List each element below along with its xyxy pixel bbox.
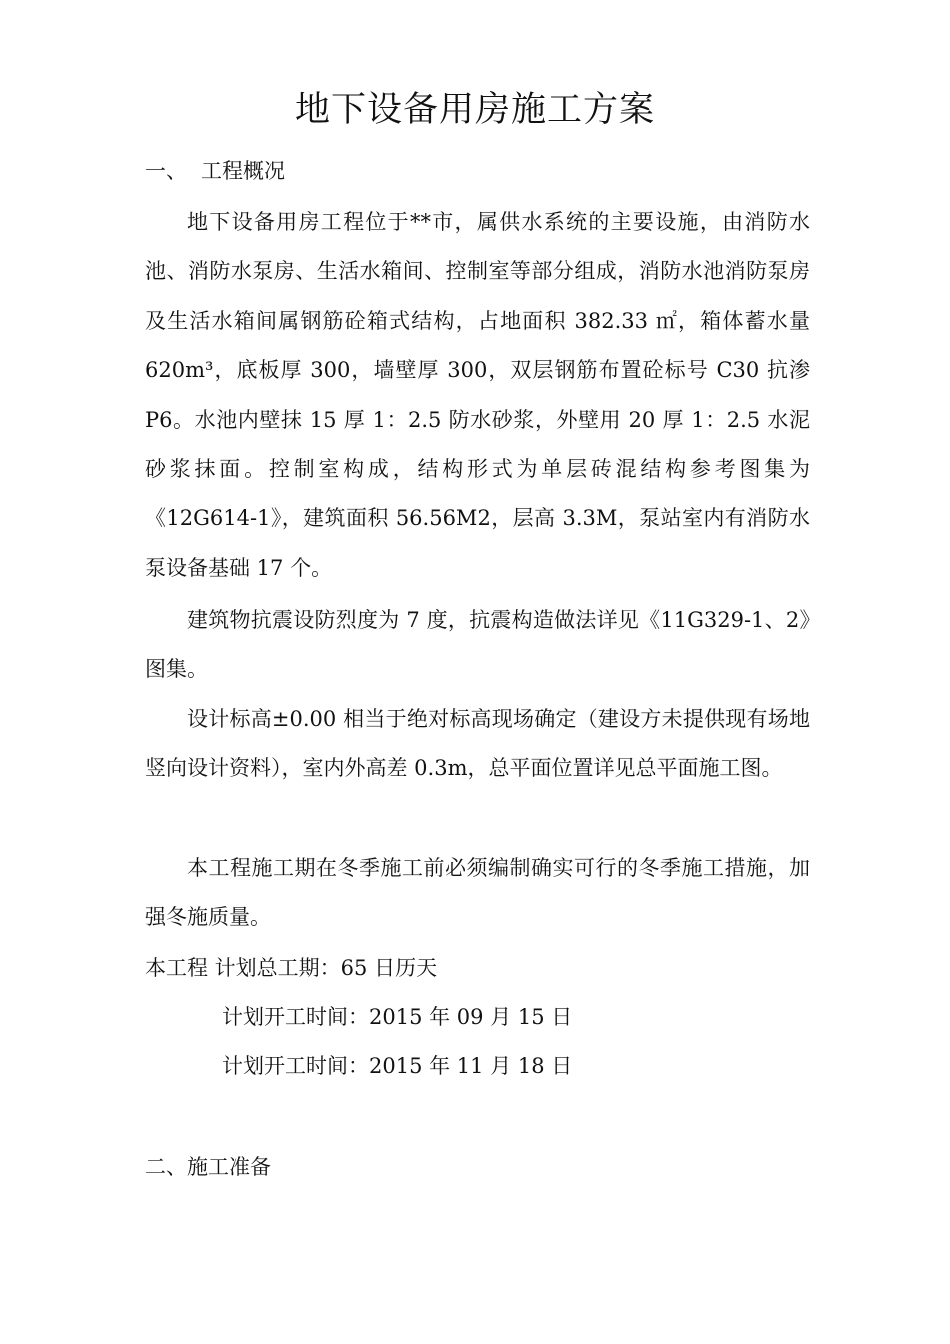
schedule-total-duration: 本工程 计划总工期：65 日历天 xyxy=(145,956,438,980)
section-1-title: 工程概况 xyxy=(201,159,285,183)
section-1-number: 一、 xyxy=(145,159,187,183)
paragraph-winter-construction: 本工程施工期在冬季施工前必须编制确实可行的冬季施工措施，加强冬施质量。 xyxy=(145,856,810,930)
schedule-start-date: 计划开工时间：2015 年 09 月 15 日 xyxy=(222,1005,573,1029)
section-1-heading xyxy=(145,156,285,186)
paragraph-overview: 地下设备用房工程位于**市，属供水系统的主要设施，由消防水池、消防水泵房、生活水箱间、控制室等部分组成，消防水池消防泵房及生活水箱间属钢筋砼箱式结构，占地面积 382.33 ㎡，箱体蓄水量 620m³，底板厚 300，墙壁厚 300，双层钢筋布置砼标号 C30 抗渗 P6。水池内壁抹 15 厚 1：2.5 防水砂浆，外壁用 20 厚 1：2.5 水泥砂浆抹面。控制室构成，结构形式为单层砖混结构参考图集为《12G614-1》，建筑面积 56.56M2，层高 3.3M，泵站室内有消防水泵设备基础 17 个。 xyxy=(145,210,810,580)
paragraph-seismic: 建筑物抗震设防烈度为 7 度，抗震构造做法详见《11G329-1、2》图集。 xyxy=(145,608,810,682)
paragraph-elevation: 设计标高±0.00 相当于绝对标高现场确定（建设方未提供现有场地竖向设计资料），室内外高差 0.3m，总平面位置详见总平面施工图。 xyxy=(145,707,810,781)
schedule-end-date: 计划开工时间：2015 年 11 月 18 日 xyxy=(222,1054,573,1078)
section-2-heading: 二、施工准备 xyxy=(145,1155,271,1179)
document-title: 地下设备用房施工方案 xyxy=(294,90,655,130)
